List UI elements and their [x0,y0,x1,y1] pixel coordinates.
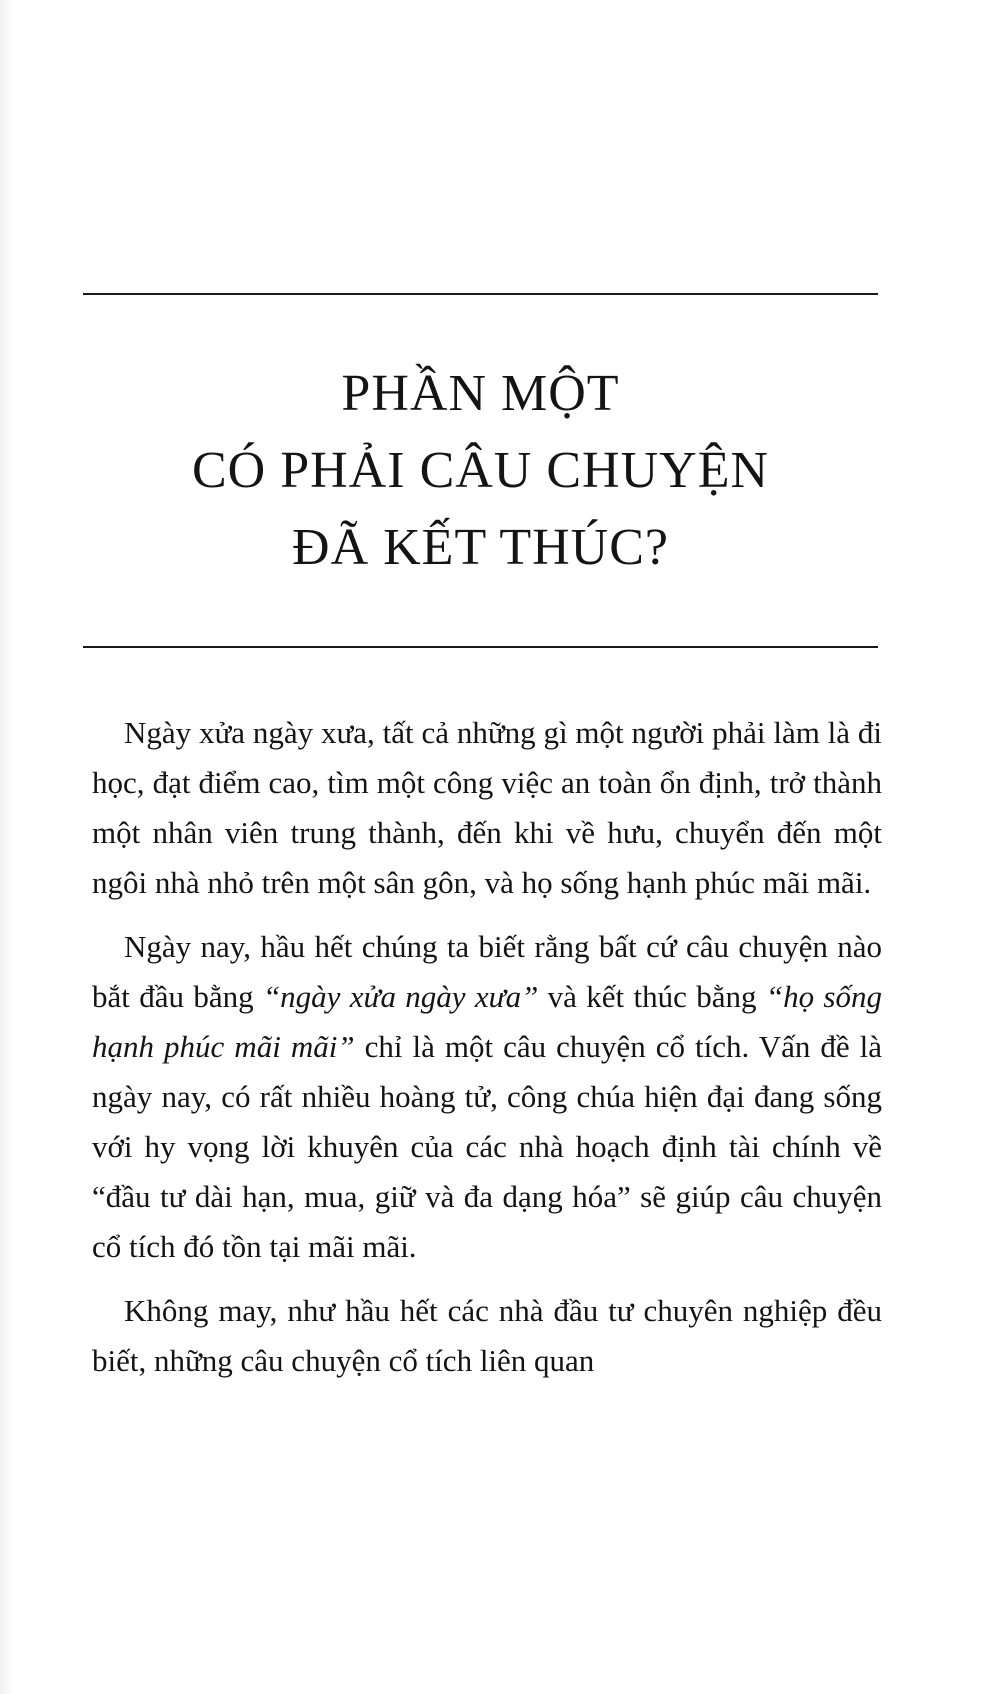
paragraph-2-part-c: và kết thúc bằng [538,979,766,1014]
body-text [92,708,882,1400]
quote-once-upon-a-time: “ngày xửa ngày xưa” [262,979,539,1014]
part-title-line-1: PHẦN MỘT [341,365,620,422]
top-divider [83,293,878,295]
part-title [83,355,878,586]
paragraph-2 [92,922,882,1272]
paragraph-1: Ngày xửa ngày xưa, tất cả những gì một người phải làm là đi học, đạt điểm cao, tìm một công việc an toàn ổn định, trở thành một nhân viên trung thành, đến khi về hưu, chuyển đến một ngôi nhà nhỏ trên một sân gôn, và họ sống hạnh phúc mãi mãi. [92,715,882,900]
quote-happily-ever-after: “họ sống hạnh phúc mãi mãi” [92,979,882,1064]
part-title-line-2: CÓ PHẢI CÂU CHUYỆN [191,442,770,499]
paragraph-2-part-a: Ngày nay, hầu hết chúng ta biết rằng bất cứ câu chuyện nào bắt đầu bằng [92,929,882,1014]
page-edge-shadow [0,0,14,1694]
paragraph-3: Không may, như hầu hết các nhà đầu tư chuyên nghiệp đều biết, những câu chuyện cổ tích liên quan [92,1293,882,1378]
bottom-divider [83,646,878,648]
paragraph-2-part-e: chỉ là một câu chuyện cổ tích. Vấn đề là ngày nay, có rất nhiều hoàng tử, công chúa hiện đại đang sống với hy vọng lời khuyên của các nhà hoạch định tài chính về “đầu tư dài hạn, mua, giữ và đa dạng hóa” sẽ giúp câu chuyện cổ tích đó tồn tại mãi mãi. [92,1029,883,1264]
part-title-line-3: ĐÃ KẾT THÚC? [292,519,669,576]
